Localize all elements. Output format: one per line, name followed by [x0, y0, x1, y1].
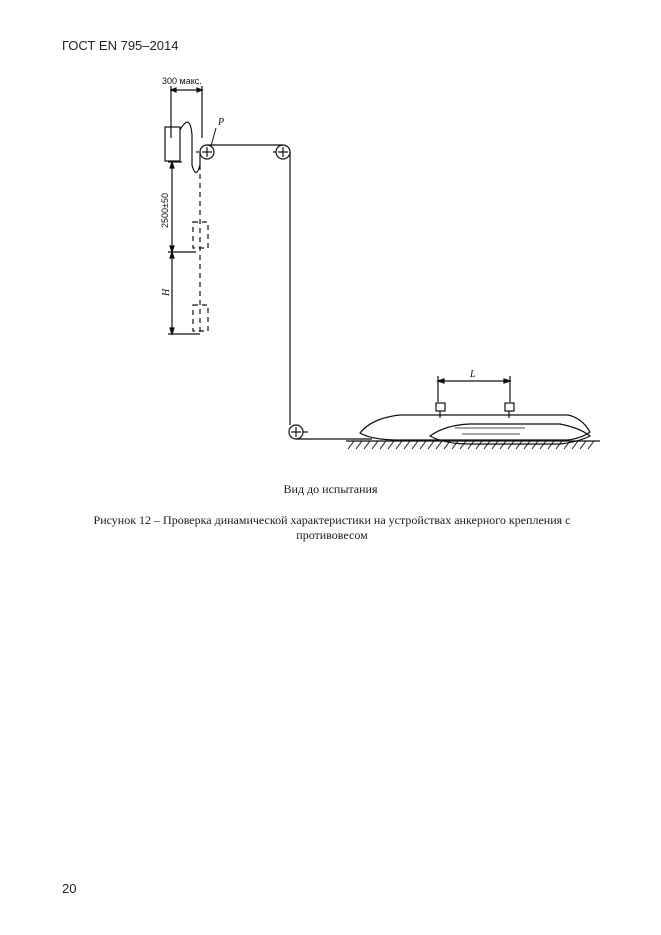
label-point-p: P — [218, 117, 225, 128]
figure-caption: Рисунок 12 – Проверка динамической характеристики на устройствах анкерного крепления с противовесом — [93, 513, 571, 542]
drop-path-dashed — [193, 165, 208, 336]
view-caption: Вид до испытания — [283, 482, 378, 496]
test-setup-figure — [0, 60, 661, 460]
label-drop-height: 2500±50 — [160, 193, 170, 228]
test-setup-diagram — [0, 60, 661, 460]
page-number: 20 — [62, 881, 77, 896]
lanyard-loop — [180, 122, 200, 172]
label-length-l: L — [470, 369, 476, 380]
pulley-lower-icon — [289, 425, 308, 439]
ground-hatching — [346, 441, 600, 449]
pulley-upper-right-icon — [273, 145, 290, 159]
document-header: ГОСТ EN 795–2014 — [62, 38, 179, 53]
anchor-device — [360, 415, 590, 444]
max-offset-dimension — [171, 86, 202, 138]
anchor-point-right-icon — [505, 403, 514, 418]
pulley-p-icon — [196, 145, 214, 159]
label-height-h: H — [161, 288, 172, 296]
label-max-offset: 300 макс. — [162, 76, 202, 86]
height-dimension — [168, 162, 200, 334]
anchor-point-left-icon — [436, 403, 445, 418]
counterweight-mass — [165, 127, 180, 161]
